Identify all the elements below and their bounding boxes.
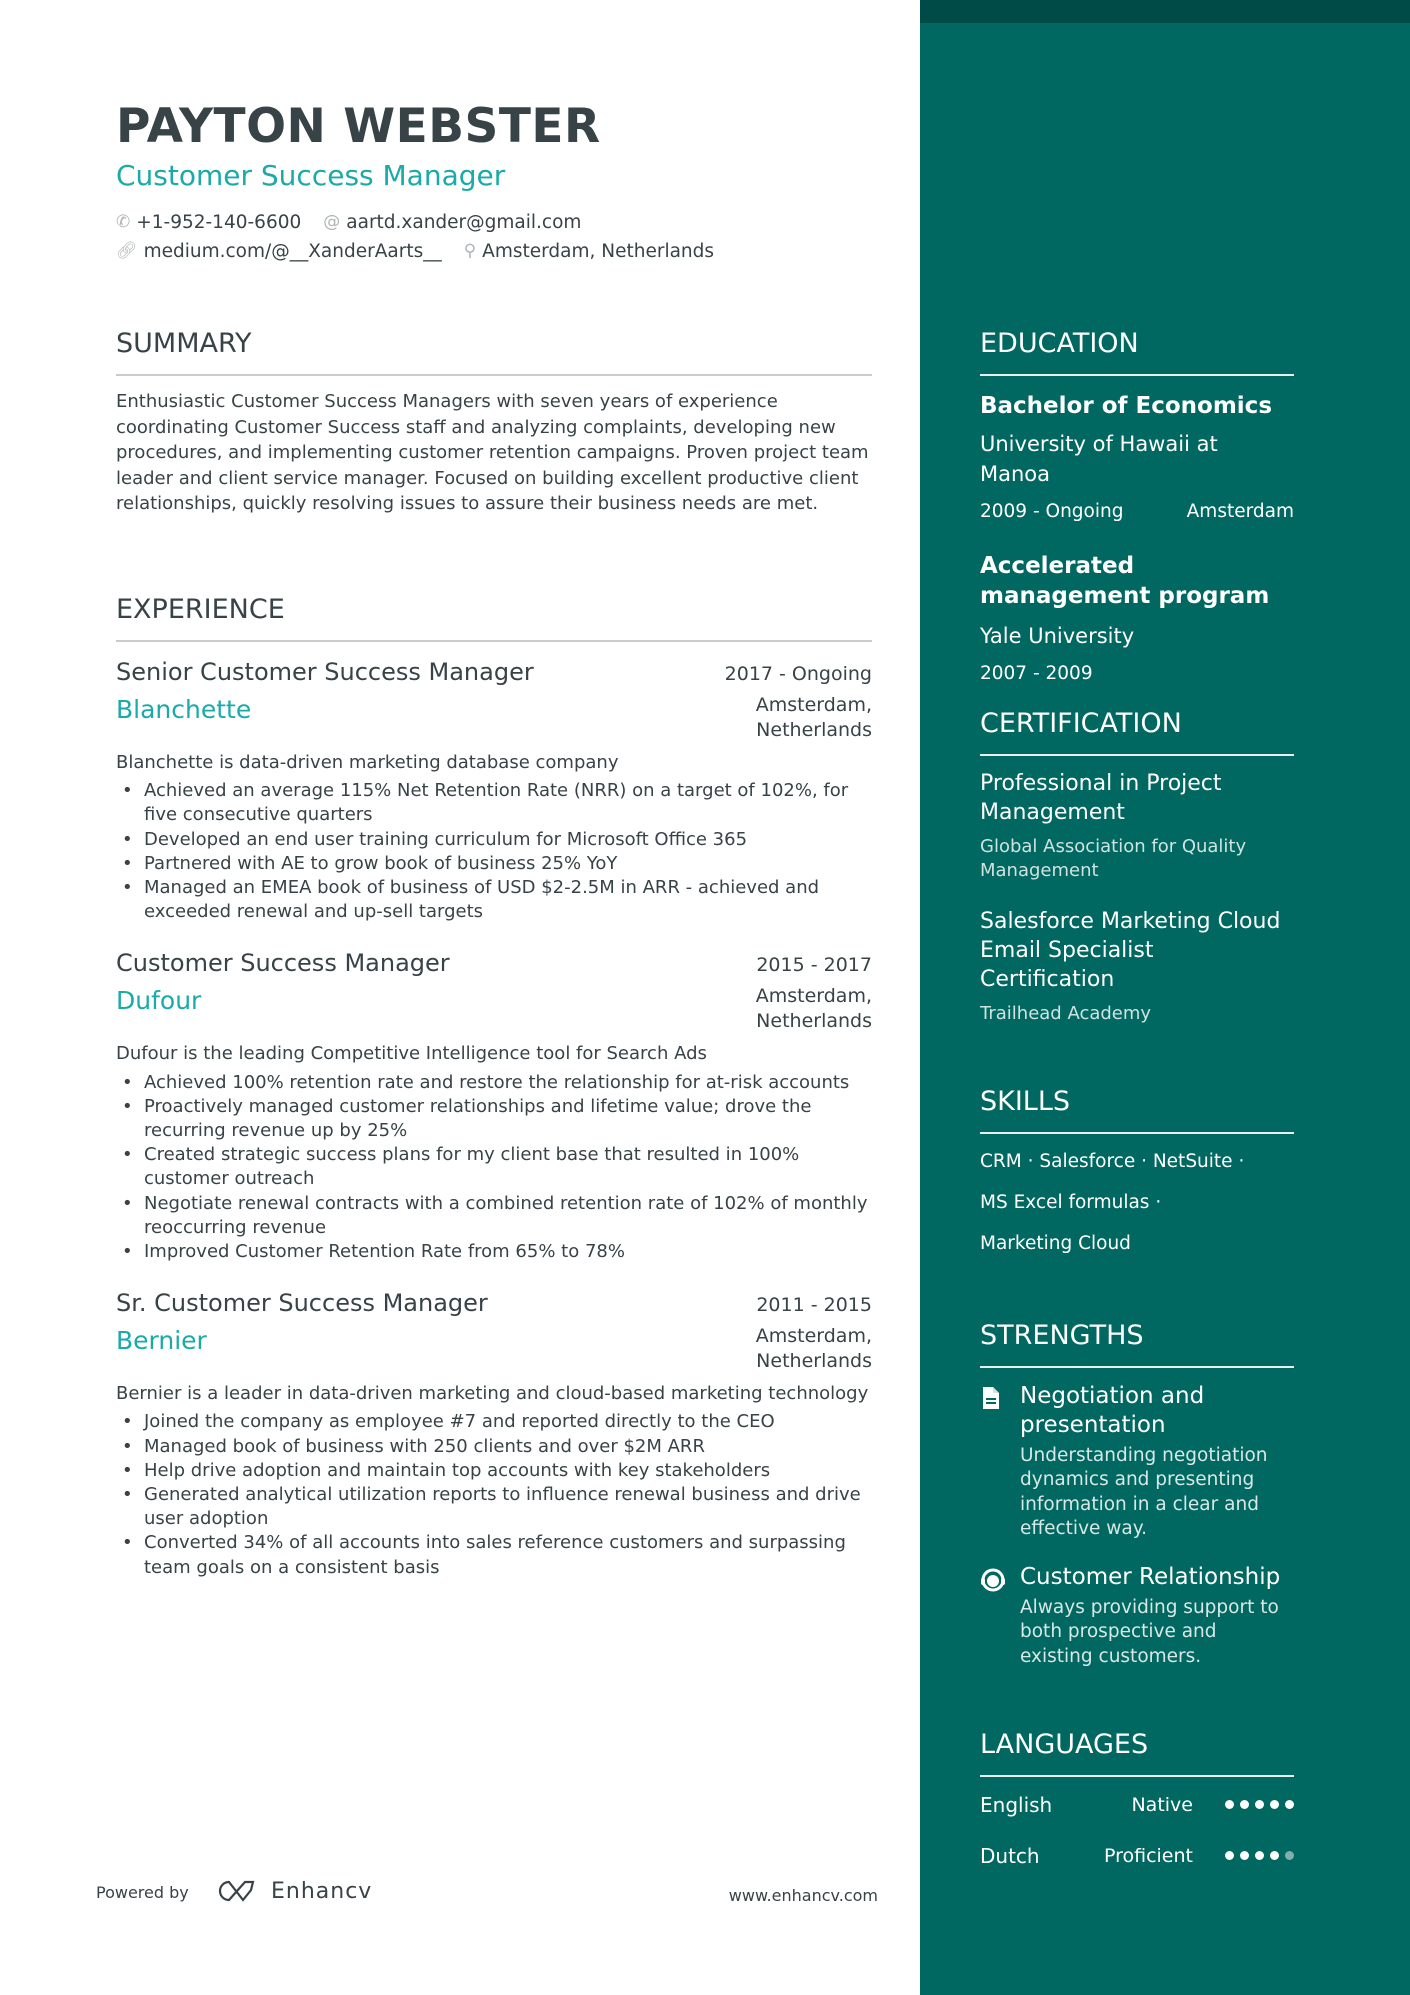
rating-dot — [1285, 1800, 1294, 1809]
job-bullet: • Improved Customer Retention Rate from 65% to 78% — [116, 1240, 872, 1264]
phone-icon: ✆ — [116, 212, 131, 232]
candidate-title: Customer Success Manager — [116, 159, 506, 192]
phone: +1-952-140-6600 — [136, 212, 302, 233]
strengths-section — [980, 1319, 1294, 1669]
section-heading: SKILLS — [980, 1086, 1071, 1117]
bullet-list — [116, 779, 872, 924]
section-heading: EXPERIENCE — [116, 594, 285, 625]
location-line: Netherlands — [756, 1010, 872, 1033]
email[interactable]: aartd.xander@gmail.com — [346, 212, 582, 233]
cert-title: Salesforce Marketing Cloud Email Specialist Certification — [980, 909, 1281, 992]
degree: Accelerated management program — [980, 553, 1270, 609]
company-name[interactable]: Bernier — [116, 1326, 207, 1356]
skill-line: CRM · Salesforce · NetSuite · — [980, 1151, 1245, 1172]
job-bullet: • Proactively managed customer relationships and lifetime value; drove the recurring revenue up by 25% — [116, 1095, 872, 1143]
divider — [980, 374, 1294, 376]
powered-by: Powered by — [96, 1883, 189, 1902]
candidate-name: PAYTON WEBSTER — [116, 99, 601, 154]
rating-dot — [1240, 1800, 1249, 1809]
school: University of Hawaii at Manoa — [980, 432, 1218, 486]
location-line: Netherlands — [756, 1350, 872, 1373]
job-location — [756, 1324, 872, 1374]
job-bullet: • Created strategic success plans for my client base that resulted in 100% customer outreach — [116, 1143, 872, 1191]
experience-section — [116, 593, 872, 1580]
languages-section — [980, 1728, 1294, 1881]
school: Yale University — [980, 624, 1135, 648]
company-desc: Blanchette is data-driven marketing database company — [116, 752, 619, 773]
rating-dot — [1225, 1800, 1234, 1809]
divider — [116, 640, 872, 642]
job-entry — [116, 657, 872, 924]
skills-section — [980, 1085, 1294, 1264]
job-title: Customer Success Manager — [116, 949, 450, 978]
language-level: Native — [1131, 1793, 1193, 1816]
job-bullet: • Managed an EMEA book of business of USD $2-2.5M in ARR - achieved and exceeded renewal and up-sell targets — [116, 876, 872, 924]
location-line: Amsterdam, — [755, 1325, 872, 1348]
education-item — [980, 551, 1294, 689]
company-desc: Bernier is a leader in data-driven marketing and cloud-based marketing technology — [116, 1383, 869, 1405]
rating-dot — [1270, 1800, 1279, 1809]
certification-item — [980, 769, 1294, 883]
cert-issuer: Global Association for Quality Management — [980, 836, 1247, 881]
certification-section — [980, 707, 1294, 1026]
location: Amsterdam, Netherlands — [482, 241, 715, 262]
website-link[interactable]: medium.com/@__XanderAarts__ — [143, 241, 442, 262]
strength-item — [980, 1563, 1294, 1669]
strength-desc: Always providing support to both prospective and existing customers. — [1020, 1597, 1279, 1667]
divider — [980, 1366, 1294, 1368]
sidebar-top-band — [920, 0, 1410, 23]
skill-line: MS Excel formulas · — [980, 1192, 1162, 1213]
language-rating — [1225, 1851, 1294, 1860]
divider — [980, 754, 1294, 756]
skill-line: Marketing Cloud — [980, 1233, 1131, 1254]
section-heading: STRENGTHS — [980, 1320, 1144, 1351]
job-dates: 2015 - 2017 — [756, 954, 872, 977]
contact-row-1 — [116, 208, 581, 237]
location: Amsterdam — [1186, 501, 1294, 522]
certification-item — [980, 907, 1294, 1026]
divider — [980, 1775, 1294, 1777]
job-entry — [116, 1288, 872, 1580]
document-icon — [980, 1382, 1006, 1541]
education-item — [980, 391, 1294, 527]
strength-title: Negotiation and presentation — [1020, 1383, 1205, 1438]
enhancv-logo-icon — [215, 1878, 261, 1904]
brand-name: Enhancv — [271, 1878, 373, 1904]
location-line: Netherlands — [756, 719, 872, 741]
dates: 2007 - 2009 — [980, 663, 1093, 684]
location-pin-icon: ⚲ — [463, 241, 477, 261]
location-line: Amsterdam, — [755, 985, 872, 1008]
rating-dot — [1225, 1851, 1234, 1860]
company-name[interactable]: Dufour — [116, 986, 202, 1016]
rating-dot — [1285, 1851, 1294, 1860]
at-icon: @ — [323, 212, 341, 232]
section-heading: EDUCATION — [980, 328, 1139, 359]
bullet-list — [116, 1410, 872, 1579]
dates: 2009 - Ongoing — [980, 501, 1124, 522]
rating-dot — [1270, 1851, 1279, 1860]
strength-title: Customer Relationship — [1020, 1564, 1281, 1591]
enhancv-logo[interactable] — [215, 1878, 372, 1904]
job-title: Senior Customer Success Manager — [116, 658, 534, 686]
job-entry — [116, 948, 872, 1264]
divider — [116, 374, 872, 376]
job-title: Sr. Customer Success Manager — [116, 1289, 488, 1318]
language-level: Proficient — [1103, 1844, 1193, 1867]
summary-section — [116, 327, 872, 517]
job-location — [756, 984, 872, 1034]
contact-row-2 — [116, 237, 714, 266]
language-rating — [1225, 1800, 1294, 1809]
section-heading: LANGUAGES — [980, 1729, 1149, 1760]
headset-icon — [980, 1563, 1006, 1669]
strength-item — [980, 1382, 1294, 1541]
job-bullet: • Partnered with AE to grow book of business 25% YoY — [116, 852, 872, 876]
rating-dot — [1255, 1800, 1264, 1809]
language-item — [980, 1779, 1294, 1830]
summary-text: Enthusiastic Customer Success Managers with seven years of experience coordinating Customer Success staff and analyzing complaints, developing new procedures, and implementing customer retention campaigns. Proven project team leader and client service manager. Focused on building excellent productive client relationships, quickly resolving issues to assure their business needs are met. — [116, 391, 869, 514]
footer-url[interactable]: www.enhancv.com — [728, 1886, 878, 1905]
section-heading: SUMMARY — [116, 328, 252, 359]
education-section — [980, 327, 1294, 689]
bullet-list — [116, 1071, 872, 1265]
rating-dot — [1255, 1851, 1264, 1860]
language-name: English — [980, 1792, 1053, 1817]
strength-desc: Understanding negotiation dynamics and presenting information in a clear and effective way. — [1020, 1445, 1268, 1539]
job-bullet: • Help drive adoption and maintain top accounts with key stakeholders — [116, 1459, 872, 1483]
degree: Bachelor of Economics — [980, 393, 1273, 419]
job-bullet: • Achieved an average 115% Net Retention Rate (NRR) on a target of 102%, for five consecutive quarters — [116, 779, 872, 827]
company-name[interactable]: Blanchette — [116, 695, 252, 724]
divider — [980, 1132, 1294, 1134]
job-bullet: • Developed an end user training curriculum for Microsoft Office 365 — [116, 828, 872, 852]
company-desc: Dufour is the leading Competitive Intelligence tool for Search Ads — [116, 1043, 707, 1065]
cert-title: Professional in Project Management — [980, 771, 1222, 825]
job-location — [756, 693, 872, 743]
location-line: Amsterdam, — [755, 694, 872, 716]
job-bullet: • Converted 34% of all accounts into sales reference customers and surpassing team goals on a consistent basis — [116, 1531, 872, 1579]
link-icon: 🔗︎ — [116, 241, 138, 261]
job-bullet: • Generated analytical utilization reports to influence renewal business and drive user adoption — [116, 1483, 872, 1531]
rating-dot — [1240, 1851, 1249, 1860]
job-bullet: • Negotiate renewal contracts with a combined retention rate of 102% of monthly reoccurring revenue — [116, 1192, 872, 1240]
language-name: Dutch — [980, 1843, 1040, 1868]
language-item — [980, 1830, 1294, 1881]
job-dates: 2017 - Ongoing — [724, 663, 872, 685]
section-heading: CERTIFICATION — [980, 708, 1182, 739]
cert-issuer: Trailhead Academy — [980, 1003, 1152, 1024]
job-bullet: • Managed book of business with 250 clients and over $2M ARR — [116, 1435, 872, 1459]
job-dates: 2011 - 2015 — [756, 1294, 872, 1317]
job-bullet: • Achieved 100% retention rate and restore the relationship for at-risk accounts — [116, 1071, 872, 1095]
job-bullet: • Joined the company as employee #7 and reported directly to the CEO — [116, 1410, 872, 1434]
